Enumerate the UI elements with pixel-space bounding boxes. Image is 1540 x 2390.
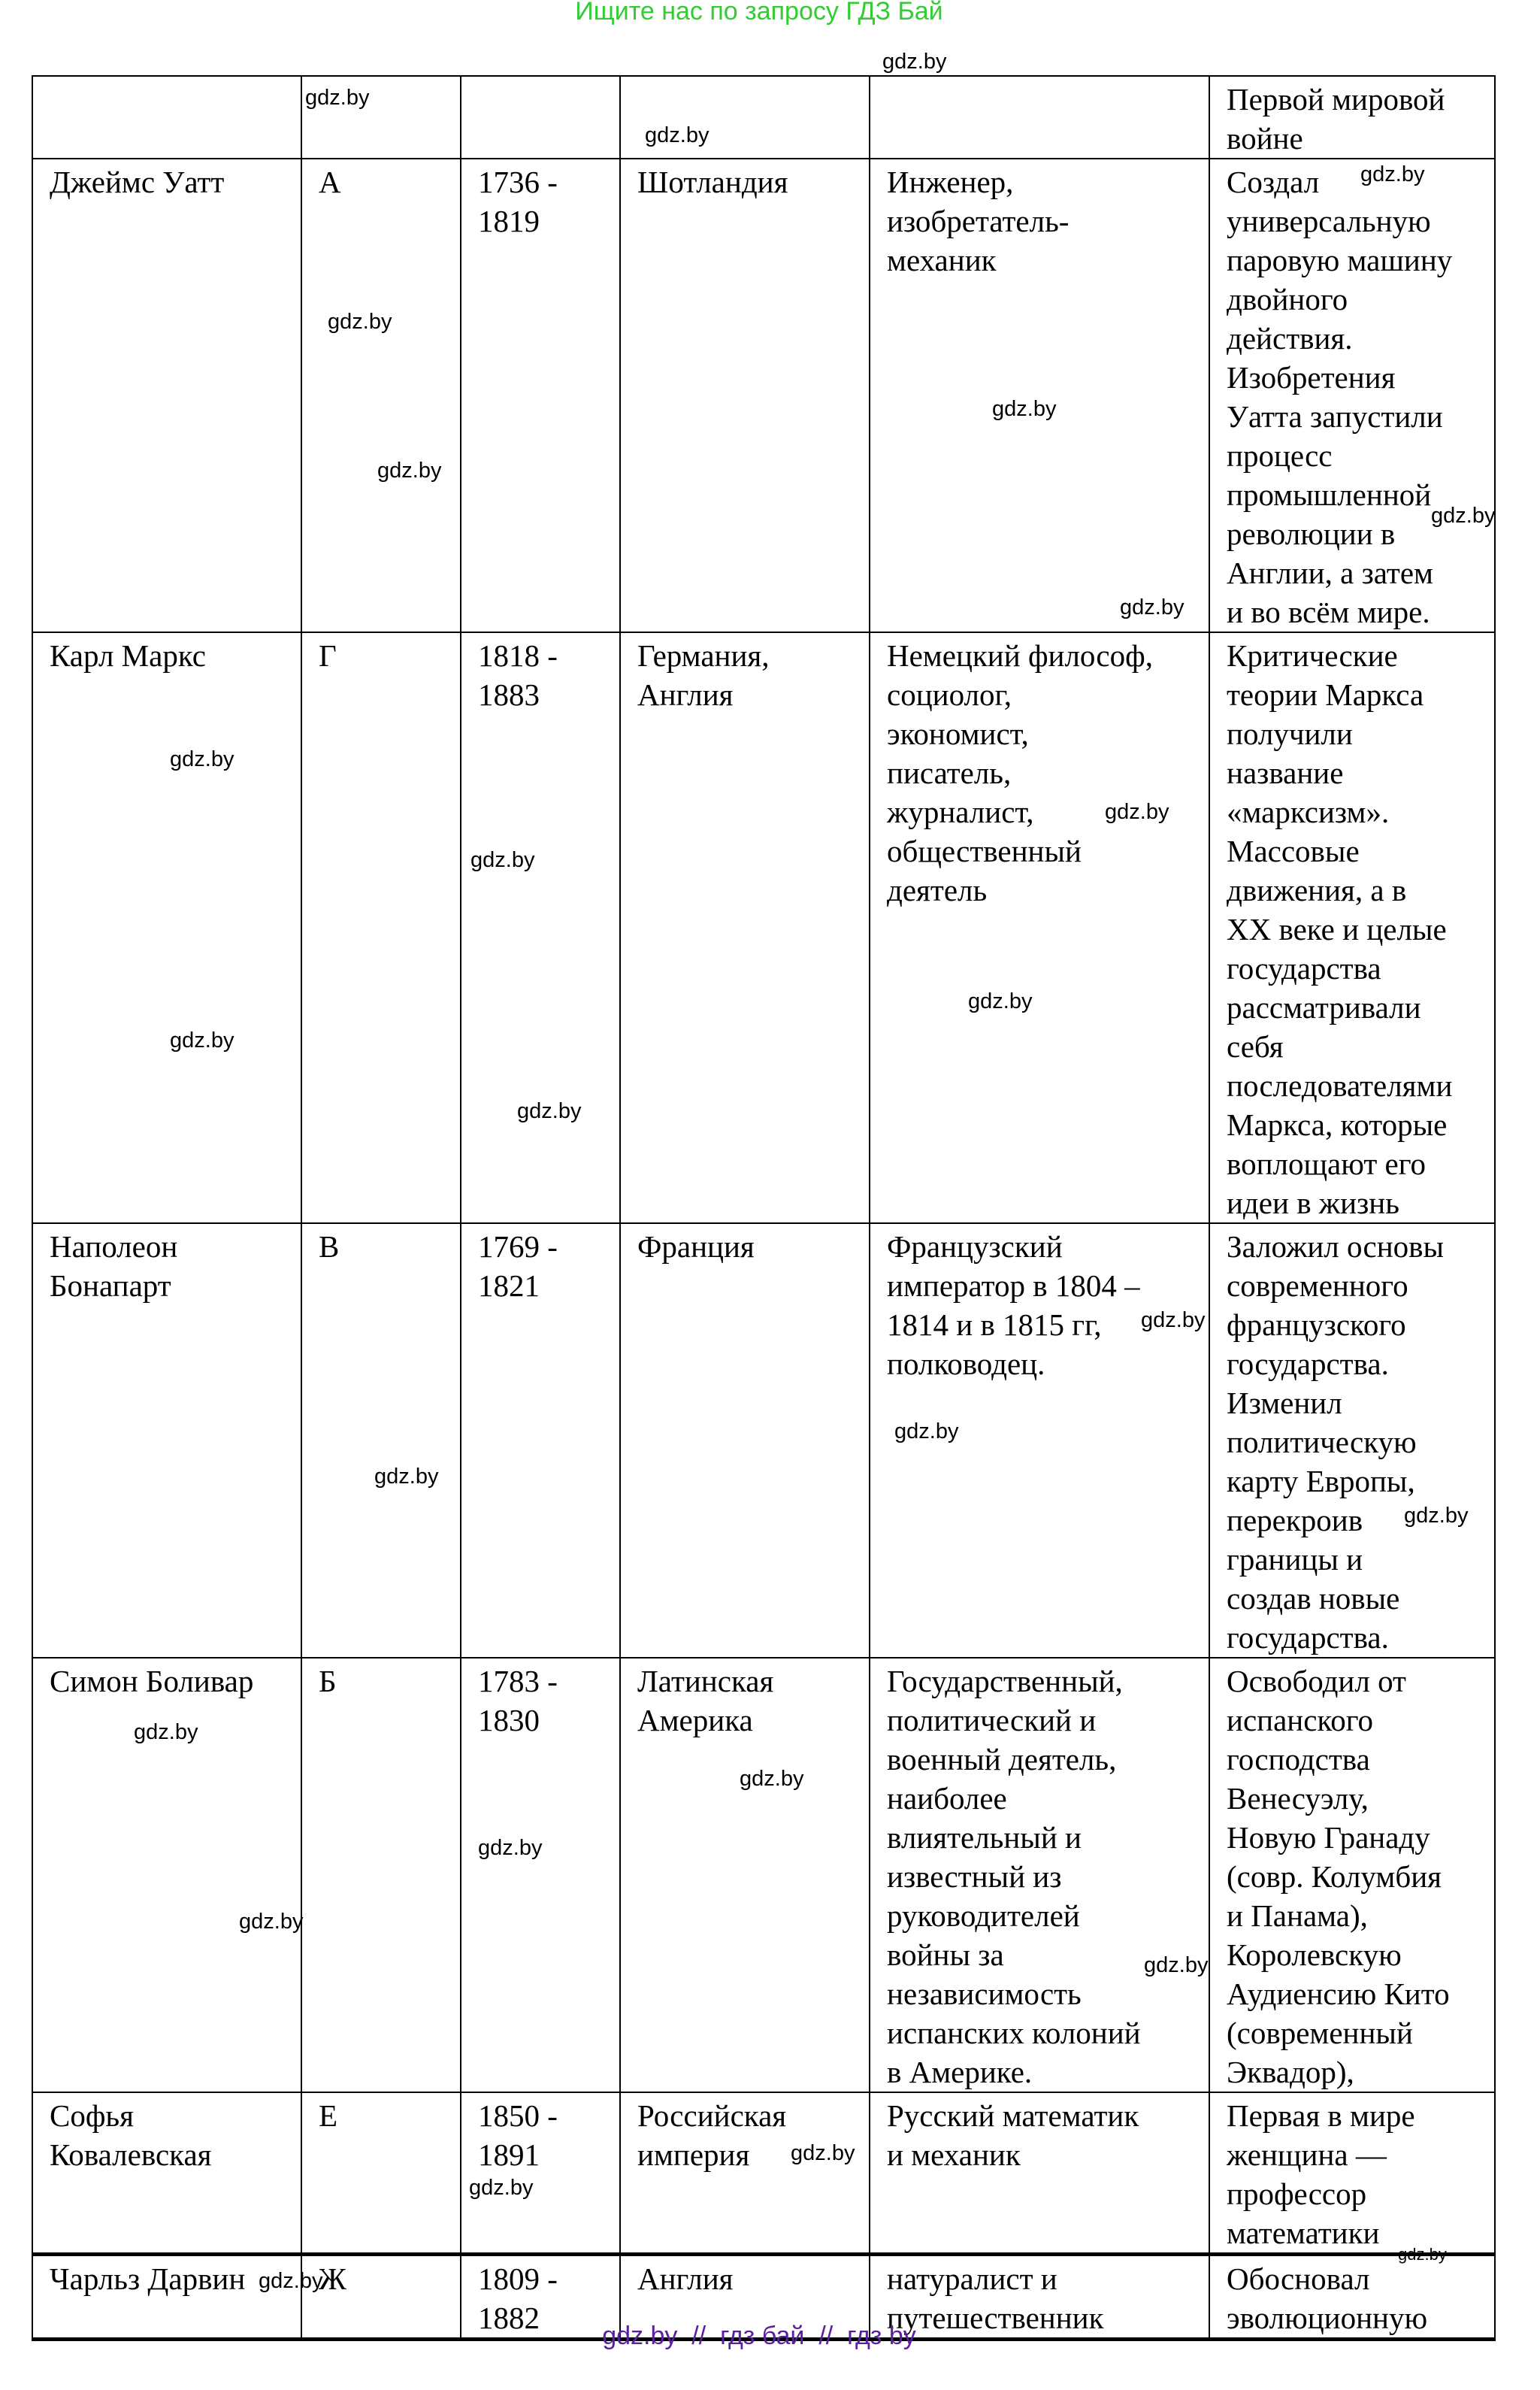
watermark: gdz.by <box>134 1720 198 1744</box>
watermark: gdz.by <box>992 397 1057 421</box>
cell-description: Инженер, изобретатель- механик <box>870 159 1209 632</box>
search-banner: Ищите нас по запросу ГДЗ Бай <box>575 0 943 26</box>
cell-country: Германия, Англия <box>620 632 870 1223</box>
cell-name: Наполеон Бонапарт <box>32 1223 301 1658</box>
watermark: gdz.by <box>517 1099 582 1123</box>
cell-name: Симон Боливар <box>32 1658 301 2092</box>
cell-years: 1769 - 1821 <box>461 1223 620 1658</box>
cell-description: Немецкий философ, социолог, экономист, писатель, журналист, общественный деятель <box>870 632 1209 1223</box>
watermark: gdz.by <box>374 1465 439 1489</box>
cell-contribution: Создал универсальную паровую машину двойного действия. Изобретения Уатта запустили процесс промышленной революции в Англии, а затем и во всём мире. <box>1209 159 1495 632</box>
watermark: gdz.by <box>239 1910 304 1934</box>
watermark: gdz.by <box>1120 595 1184 619</box>
watermark: gdz.by <box>791 2141 855 2165</box>
watermark: gdz.by <box>377 459 442 483</box>
cell-contribution: Заложил основы современного французского государства. Изменил политическую карту Европы, перекроив границы и создав новые государства. <box>1209 1223 1495 1658</box>
cell-description: натуралист и путешественник <box>870 2255 1209 2340</box>
cell-letter: Б <box>301 1658 461 2092</box>
watermark: gdz.by <box>645 123 709 147</box>
historical-figures-table <box>32 75 1496 2341</box>
cell-letter: Е <box>301 2092 461 2255</box>
cell-contribution: Первая в мире женщина — профессор математики <box>1209 2092 1495 2255</box>
cell-letter: Ж <box>301 2255 461 2340</box>
watermark: gdz.by <box>1360 162 1425 186</box>
watermark: gdz.by <box>882 50 947 74</box>
table-row <box>32 159 1495 632</box>
watermark: gdz.by <box>470 848 535 872</box>
cell-contribution: Критические теории Маркса получили название «марксизм». Массовые движения, а в XX веке и целые государства рассматривали себя последователями Маркса, которые воплощают его идеи в жизнь <box>1209 632 1495 1223</box>
cell-name: Джеймс Уатт <box>32 159 301 632</box>
cell-country: Латинская Америка <box>620 1658 870 2092</box>
watermark: gdz.by <box>305 86 370 110</box>
cell-description: Французский император в 1804 – 1814 и в 1815 гг, полководец. <box>870 1223 1209 1658</box>
cell-country: Российская империя <box>620 2092 870 2255</box>
watermark: gdz.by <box>478 1836 543 1860</box>
table-row <box>32 2092 1495 2255</box>
cell-country: Шотландия <box>620 159 870 632</box>
watermark: gdz.by <box>469 2176 534 2200</box>
cell-letter: Г <box>301 632 461 1223</box>
footer-links: gdz.by // гдз бай // гдз by <box>602 2322 916 2350</box>
cell-years <box>461 76 620 159</box>
watermark: gdz.by <box>1398 2245 1447 2264</box>
cell-name: Софья Ковалевская <box>32 2092 301 2255</box>
table-row <box>32 76 1495 159</box>
cell-description: Государственный, политический и военный деятель, наиболее влиятельный и известный из руководителей войны за независимость испанских колоний в Америке. <box>870 1658 1209 2092</box>
cell-name <box>32 76 301 159</box>
cell-description: Русский математик и механик <box>870 2092 1209 2255</box>
cell-name: Карл Маркс <box>32 632 301 1223</box>
watermark: gdz.by <box>1144 1953 1209 1977</box>
cell-years: 1818 - 1883 <box>461 632 620 1223</box>
table-row <box>32 632 1495 1223</box>
cell-contribution: Освободил от испанского господства Венесуэлу, Новую Гранаду (совр. Колумбия и Панама), Королевскую Аудиенсию Кито (современный Эквадор), <box>1209 1658 1495 2092</box>
watermark: gdz.by <box>170 747 234 771</box>
watermark: gdz.by <box>1404 1504 1469 1528</box>
table-row <box>32 1223 1495 1658</box>
cell-country: Франция <box>620 1223 870 1658</box>
watermark: gdz.by <box>740 1767 804 1791</box>
watermark: gdz.by <box>259 2269 323 2293</box>
cell-letter: В <box>301 1223 461 1658</box>
cell-country: Англия <box>620 2255 870 2340</box>
cell-contribution: Обосновал эволюционную <box>1209 2255 1495 2340</box>
watermark: gdz.by <box>170 1028 234 1053</box>
watermark: gdz.by <box>1105 800 1169 824</box>
watermark: gdz.by <box>968 989 1033 1013</box>
cell-contribution: Первой мировой войне <box>1209 76 1495 159</box>
watermark: gdz.by <box>1141 1308 1206 1332</box>
watermark: gdz.by <box>328 310 392 334</box>
cell-letter: А <box>301 159 461 632</box>
cell-years: 1850 - 1891 <box>461 2092 620 2255</box>
watermark: gdz.by <box>894 1419 959 1443</box>
watermark: gdz.by <box>1431 504 1496 528</box>
cell-years: 1783 - 1830 <box>461 1658 620 2092</box>
table-row <box>32 1658 1495 2092</box>
cell-years: 1809 - 1882 <box>461 2255 620 2340</box>
cell-name: Чарльз Дарвин <box>32 2255 301 2340</box>
cell-years: 1736 - 1819 <box>461 159 620 632</box>
cell-description <box>870 76 1209 159</box>
